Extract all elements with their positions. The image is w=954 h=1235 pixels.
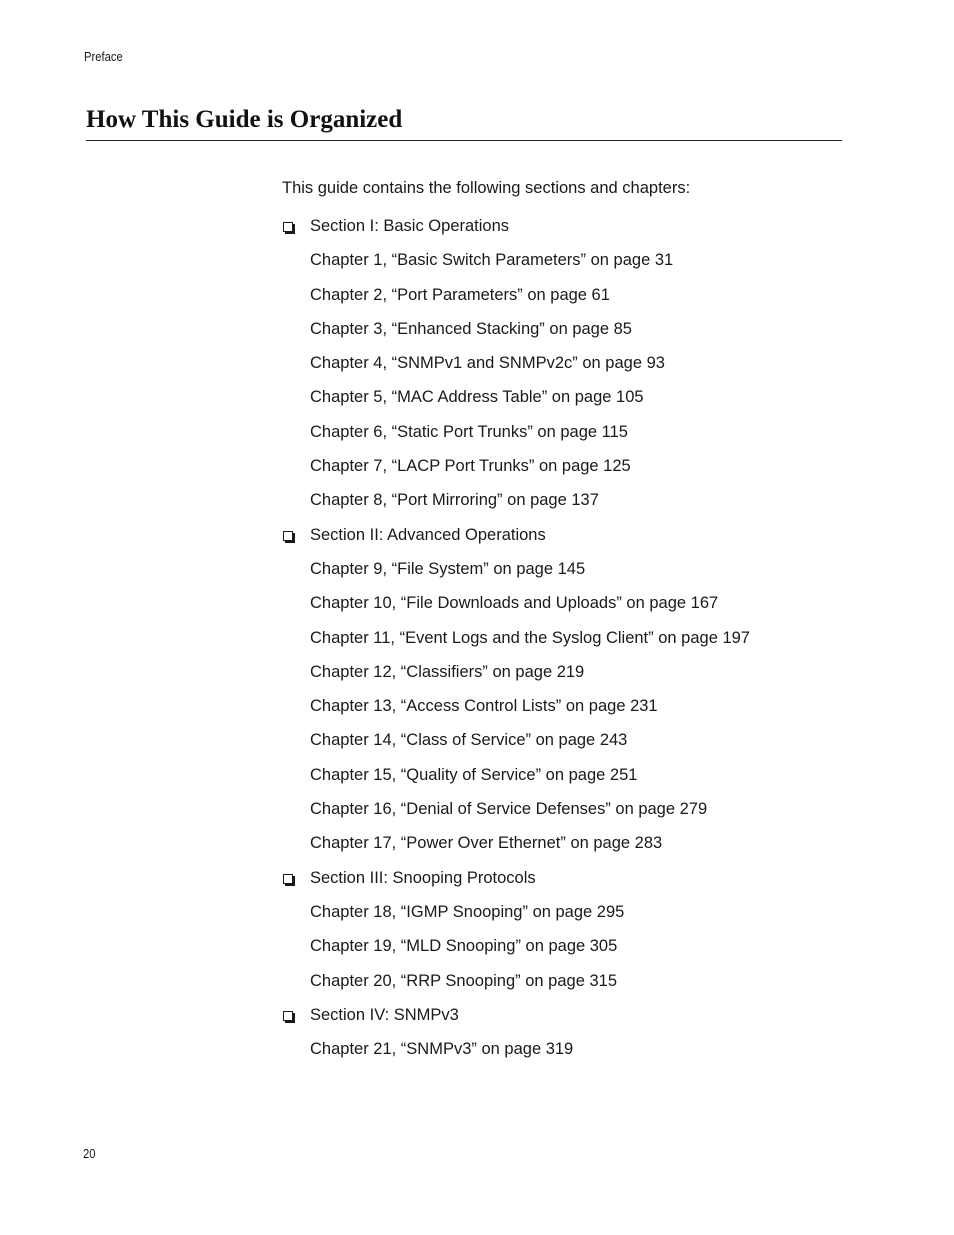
chapter-item: Chapter 2, “Port Parameters” on page 61 [310,285,610,304]
section-item [282,525,902,559]
section-item [282,1005,902,1039]
section-item [282,216,902,250]
chapter-item: Chapter 5, “MAC Address Table” on page 105 [310,388,644,407]
chapter-item: Chapter 17, “Power Over Ethernet” on page 283 [310,834,663,853]
section-label: Section I: Basic Operations [310,217,510,235]
chapter-item: Chapter 20, “RRP Snooping” on page 315 [310,971,617,990]
page-number: 20 [83,1147,96,1161]
chapter-item: Chapter 4, “SNMPv1 and SNMPv2c” on page 93 [310,354,665,373]
checkbox-bullet-icon [283,222,293,232]
section-label: Section II: Advanced Operations [310,525,546,544]
chapter-item: Chapter 8, “Port Mirroring” on page 137 [310,491,599,510]
chapter-item: Chapter 18, “IGMP Snooping” on page 295 [310,902,625,921]
toc-list [282,216,902,1073]
intro-text: This guide contains the following sections and chapters: [282,179,691,197]
title-rule [86,140,842,141]
section-item [282,868,902,902]
checkbox-bullet-icon [283,1011,293,1021]
chapter-item: Chapter 10, “File Downloads and Uploads” on page 167 [310,594,719,613]
chapter-item: Chapter 12, “Classifiers” on page 219 [310,662,585,681]
chapter-item: Chapter 7, “LACP Port Trunks” on page 125 [310,457,631,476]
chapter-item: Chapter 1, “Basic Switch Parameters” on page 31 [310,251,674,270]
section-label: Section IV: SNMPv3 [310,1005,459,1024]
chapter-item: Chapter 14, “Class of Service” on page 243 [310,731,628,750]
chapter-item: Chapter 15, “Quality of Service” on page 251 [310,765,638,784]
checkbox-bullet-icon [283,874,293,884]
running-head: Preface [84,50,123,64]
page-title: How This Guide is Organized [86,106,403,133]
chapter-item: Chapter 21, “SNMPv3” on page 319 [310,1040,574,1059]
chapter-item: Chapter 19, “MLD Snooping” on page 305 [310,937,618,956]
chapter-item: Chapter 9, “File System” on page 145 [310,559,586,578]
chapter-item: Chapter 11, “Event Logs and the Syslog Client” on page 197 [310,628,750,647]
chapter-item: Chapter 13, “Access Control Lists” on page 231 [310,697,658,716]
chapter-item: Chapter 16, “Denial of Service Defenses” on page 279 [310,800,708,819]
checkbox-bullet-icon [283,531,293,541]
chapter-item: Chapter 6, “Static Port Trunks” on page 115 [310,422,628,441]
chapter-item: Chapter 3, “Enhanced Stacking” on page 85 [310,319,632,338]
section-label: Section III: Snooping Protocols [310,868,536,887]
